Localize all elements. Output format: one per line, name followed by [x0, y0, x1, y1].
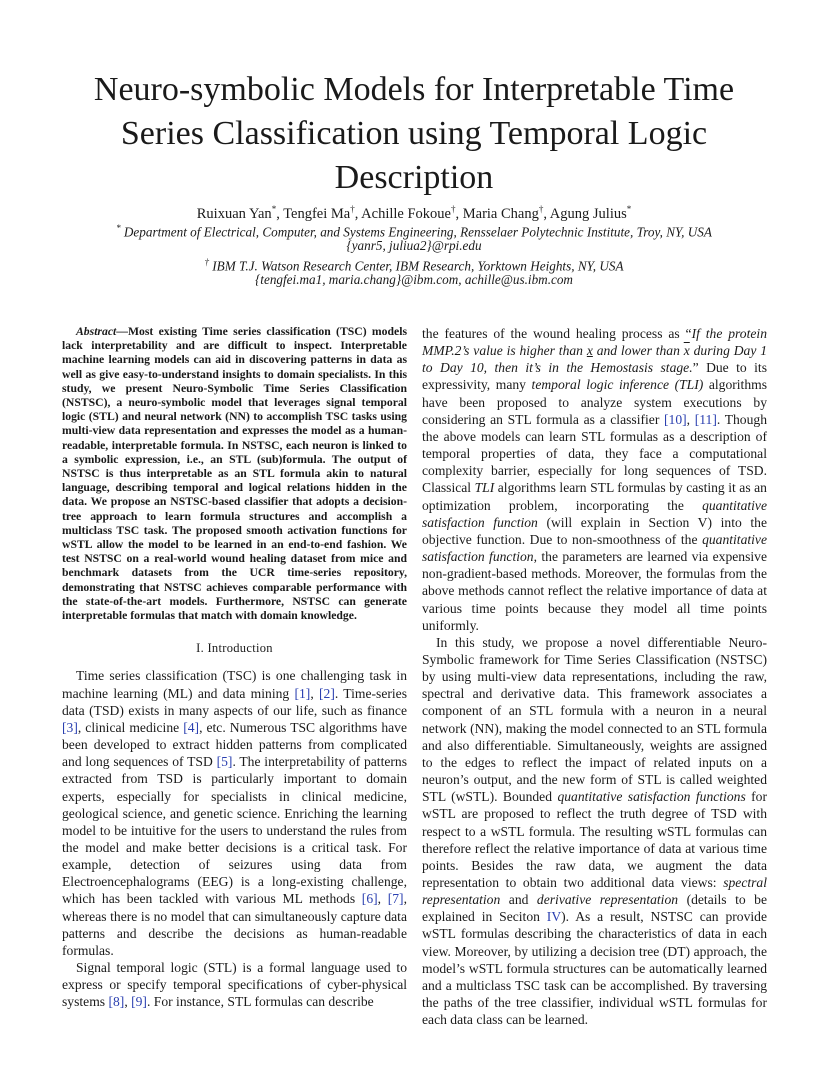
title-line-1: Neuro-symbolic Models for Interpretable Time	[93, 71, 735, 108]
text-run: , whereas there is no model that can simultaneously capture data patterns and describe the decisions as human-readable formulas.	[62, 891, 407, 958]
email-text: {tengfei.ma1, maria.chang}@ibm.com, achille@us.ibm.com	[255, 272, 573, 287]
italic-run: quantitative satisfaction function	[422, 497, 767, 530]
citation-link[interactable]: [6]	[361, 891, 378, 907]
text-run: ,	[686, 411, 695, 427]
italic-run: derivative representation	[536, 892, 679, 908]
intro-paragraph-3	[422, 325, 767, 634]
text-run: for wSTL are proposed to reflect the truth degree of TSD with respect to a wSTL formula. The resulting wSTL formulas can therefore reflect the relative importance of data at various time points. Besides the raw data, we augment the data representation to obtain two additional data views:	[422, 789, 767, 890]
citation-link[interactable]: [10]	[664, 411, 687, 427]
citation-link[interactable]: [4]	[183, 719, 200, 735]
italic-run: quantitative satisfaction functions	[557, 789, 746, 805]
italic-run: during Day 1 to Day 10, then it’s in the Hemostasis stage.	[422, 343, 767, 376]
citation-link[interactable]: [2]	[319, 685, 335, 701]
text-run: ,	[377, 891, 388, 907]
italic-run: quantitative satisfaction function	[422, 531, 767, 565]
intro-paragraph-1	[62, 667, 407, 959]
text-run: the features of the wound healing process as “	[422, 326, 692, 341]
left-column	[62, 325, 407, 1011]
text-run: ,	[124, 994, 132, 1010]
text-run: . For instance, STL formulas can describe	[146, 994, 374, 1010]
text-run: ” Due to its expressivity, many	[422, 360, 767, 393]
text-run: Signal temporal logic (STL) is a formal language used to express or specify temporal specifications of cyber-physical systems	[62, 960, 407, 1010]
intro-paragraph-4	[422, 634, 767, 1029]
author-mark: †	[538, 204, 544, 214]
title-line-2: Series Classification using Temporal Logic	[120, 115, 708, 152]
text-run: . The interpretability of patterns extracted from TSD is particularly important to domain experts, especially for specialists in clinical medicine, geological science, and genetic science. Enriching the learning model to be intuitive for the users to understand the rules from the model and make better decisions is a critical task. For example, detection of seizures using data from Electroencephalograms (EEG) is a long-existing challenge, which has been tackled with various ML methods	[62, 754, 407, 907]
math-upper-bound: $\overline{x}$	[683, 343, 690, 359]
author-list: Ruixuan Yan*, Tengfei Ma†, Achille Fokoue†, Maria Chang†, Agung Julius*	[196, 204, 632, 222]
text-run: (details to be explained in Seciton	[422, 892, 767, 925]
abstract-text: —Most existing Time series classification (TSC) models lack interpretability and are difficult to inspect. Interpretable machine learning models can aid in discovering patterns in data as well as give easy-to-understand insights to domain specialists. In this study, we present Neuro-Symbolic Time Series Classification (NSTSC), a neuro-symbolic model that leverages signal temporal logic (STL) and neural network (NN) to accomplish TSC tasks using multi-view data representation and expresses the model as a human-readable, interpretable formula. In NSTSC, each neuron is linked to a symbolic expression, i.e., an STL (sub)formula. The output of NSTSC is thus interpretable as an STL formula akin to natural language, describing temporal and logical relations hidden in the data. We propose an NSTSC-based classifier that adopts a decision-tree approach to learn formula structures and accomplish a multiclass TSC task. The proposed smooth activation functions for wSTL allow the model to be learned in an end-to-end fashion. We test NSTSC on a real-world wound healing dataset from mice and benchmark datasets from the UCR time-series repository, demonstrating that NSTSC achieves comparable performance with the state-of-the-art models. Furthermore, NSTSC can generate interpretable formulas that match with domain knowledge.	[62, 325, 407, 623]
italic-run: TLI	[474, 480, 495, 496]
text-run: , etc. Numerous TSC algorithms have been developed to extract hidden patterns from complicated and long sequences of TSD	[62, 719, 408, 770]
text-run: algorithms have been proposed to analyze system executions by considering an STL formula as a classifier	[422, 377, 767, 427]
citation-link[interactable]: [11]	[694, 411, 717, 427]
section-link[interactable]: IV	[546, 909, 562, 925]
affiliation-mark: †	[204, 257, 209, 267]
text-run: In this study, we propose a novel differentiable Neuro-Symbolic framework for Time Series Classification (NSTSC) by using multi-view data representations, including the raw, spectral and derivative data. This framework associates a component of an STL formula with a neuron in a neural network (NN), making the model connected to an STL formula and also differentiable. Simultaneously, weights are assigned to the edges to reflect the impact of related inputs on a neuron’s output, and the new form of STL is called weighted STL (wSTL). Bounded	[422, 634, 767, 805]
author-name: Ruixuan Yan	[196, 205, 272, 222]
title-line-3: Description	[334, 159, 494, 196]
author-mark: †	[450, 204, 456, 214]
italic-run: If the protein MMP.2’s value is higher than	[422, 326, 767, 359]
text-run: , clinical medicine	[77, 719, 184, 735]
author-mark: †	[350, 204, 355, 214]
right-column	[422, 325, 767, 1028]
text-run: . Time-series data (TSD) exists in many aspects of our life, such as finance	[62, 685, 407, 718]
text-run: , the parameters are learned via expensive non-gradient-based methods. Moreover, the formulas from the above methods cannot reflect the relative importance of data at various time points because they model all time points uniformly.	[422, 549, 767, 633]
text-run: ,	[310, 685, 320, 701]
citation-link[interactable]: [3]	[62, 719, 78, 735]
italic-run: spectral representation	[422, 875, 767, 908]
abstract	[62, 325, 407, 623]
affiliation-mark: *	[116, 223, 121, 233]
affiliation-text: Department of Electrical, Computer, and Systems Engineering, Rensselaer Polytechnic Institute, Troy, NY, USA	[123, 224, 712, 240]
affiliation-text: IBM T.J. Watson Research Center, IBM Research, Yorktown Heights, NY, USA	[212, 258, 624, 274]
italic-run: and lower than	[592, 343, 684, 359]
text-run: algorithms learn STL formulas by casting it as an optimization problem, incorporating the	[422, 480, 767, 513]
author-name: Maria Chang	[462, 205, 539, 222]
author-name: Agung Julius	[549, 205, 627, 222]
affiliation-2-email	[40, 270, 788, 289]
paper-title	[60, 68, 768, 200]
text-run: and	[500, 892, 537, 908]
text-run: Time series classification (TSC) is one challenging task in machine learning (ML) and data mining	[62, 668, 407, 701]
author-name: Achille Fokoue	[361, 205, 451, 222]
author-mark: *	[626, 204, 632, 214]
citation-link[interactable]: [5]	[216, 754, 233, 770]
author-mark: *	[271, 204, 277, 214]
author-name: Tengfei Ma	[283, 205, 351, 222]
email-text: {yanr5, juliua2}@rpi.edu	[346, 238, 482, 253]
citation-link[interactable]: [7]	[387, 891, 404, 907]
citation-link[interactable]: [1]	[294, 685, 311, 701]
section-heading-introduction: I. Introduction	[196, 641, 273, 656]
text-run: . Though the above models can learn STL formulas as a description of temporal properties of data, they face a computational complexity barrier, especially for long sequences of TSD. Classical	[422, 411, 767, 496]
citation-link[interactable]: [8]	[108, 994, 125, 1010]
intro-paragraph-2	[62, 959, 407, 1010]
text-run: ). As a result, NSTSC can provide wSTL formulas describing the characteristics of data in each view. Moreover, by utilizing a decision tree (DT) approach, the model’s wSTL formula structures can be automatically learned and a multiclass TSC task can be accomplished. By traversing the paths of the tree classifier, individual wSTL formulas for each data class can be learned.	[422, 909, 767, 1028]
italic-run: temporal logic inference (TLI)	[531, 377, 704, 393]
text-run: (will explain in Section V) into the objective function. Due to non-smoothness of the	[422, 514, 767, 547]
abstract-label: Abstract	[76, 325, 117, 338]
citation-link[interactable]: [9]	[131, 994, 147, 1010]
math-lower-bound: x	[586, 343, 593, 359]
